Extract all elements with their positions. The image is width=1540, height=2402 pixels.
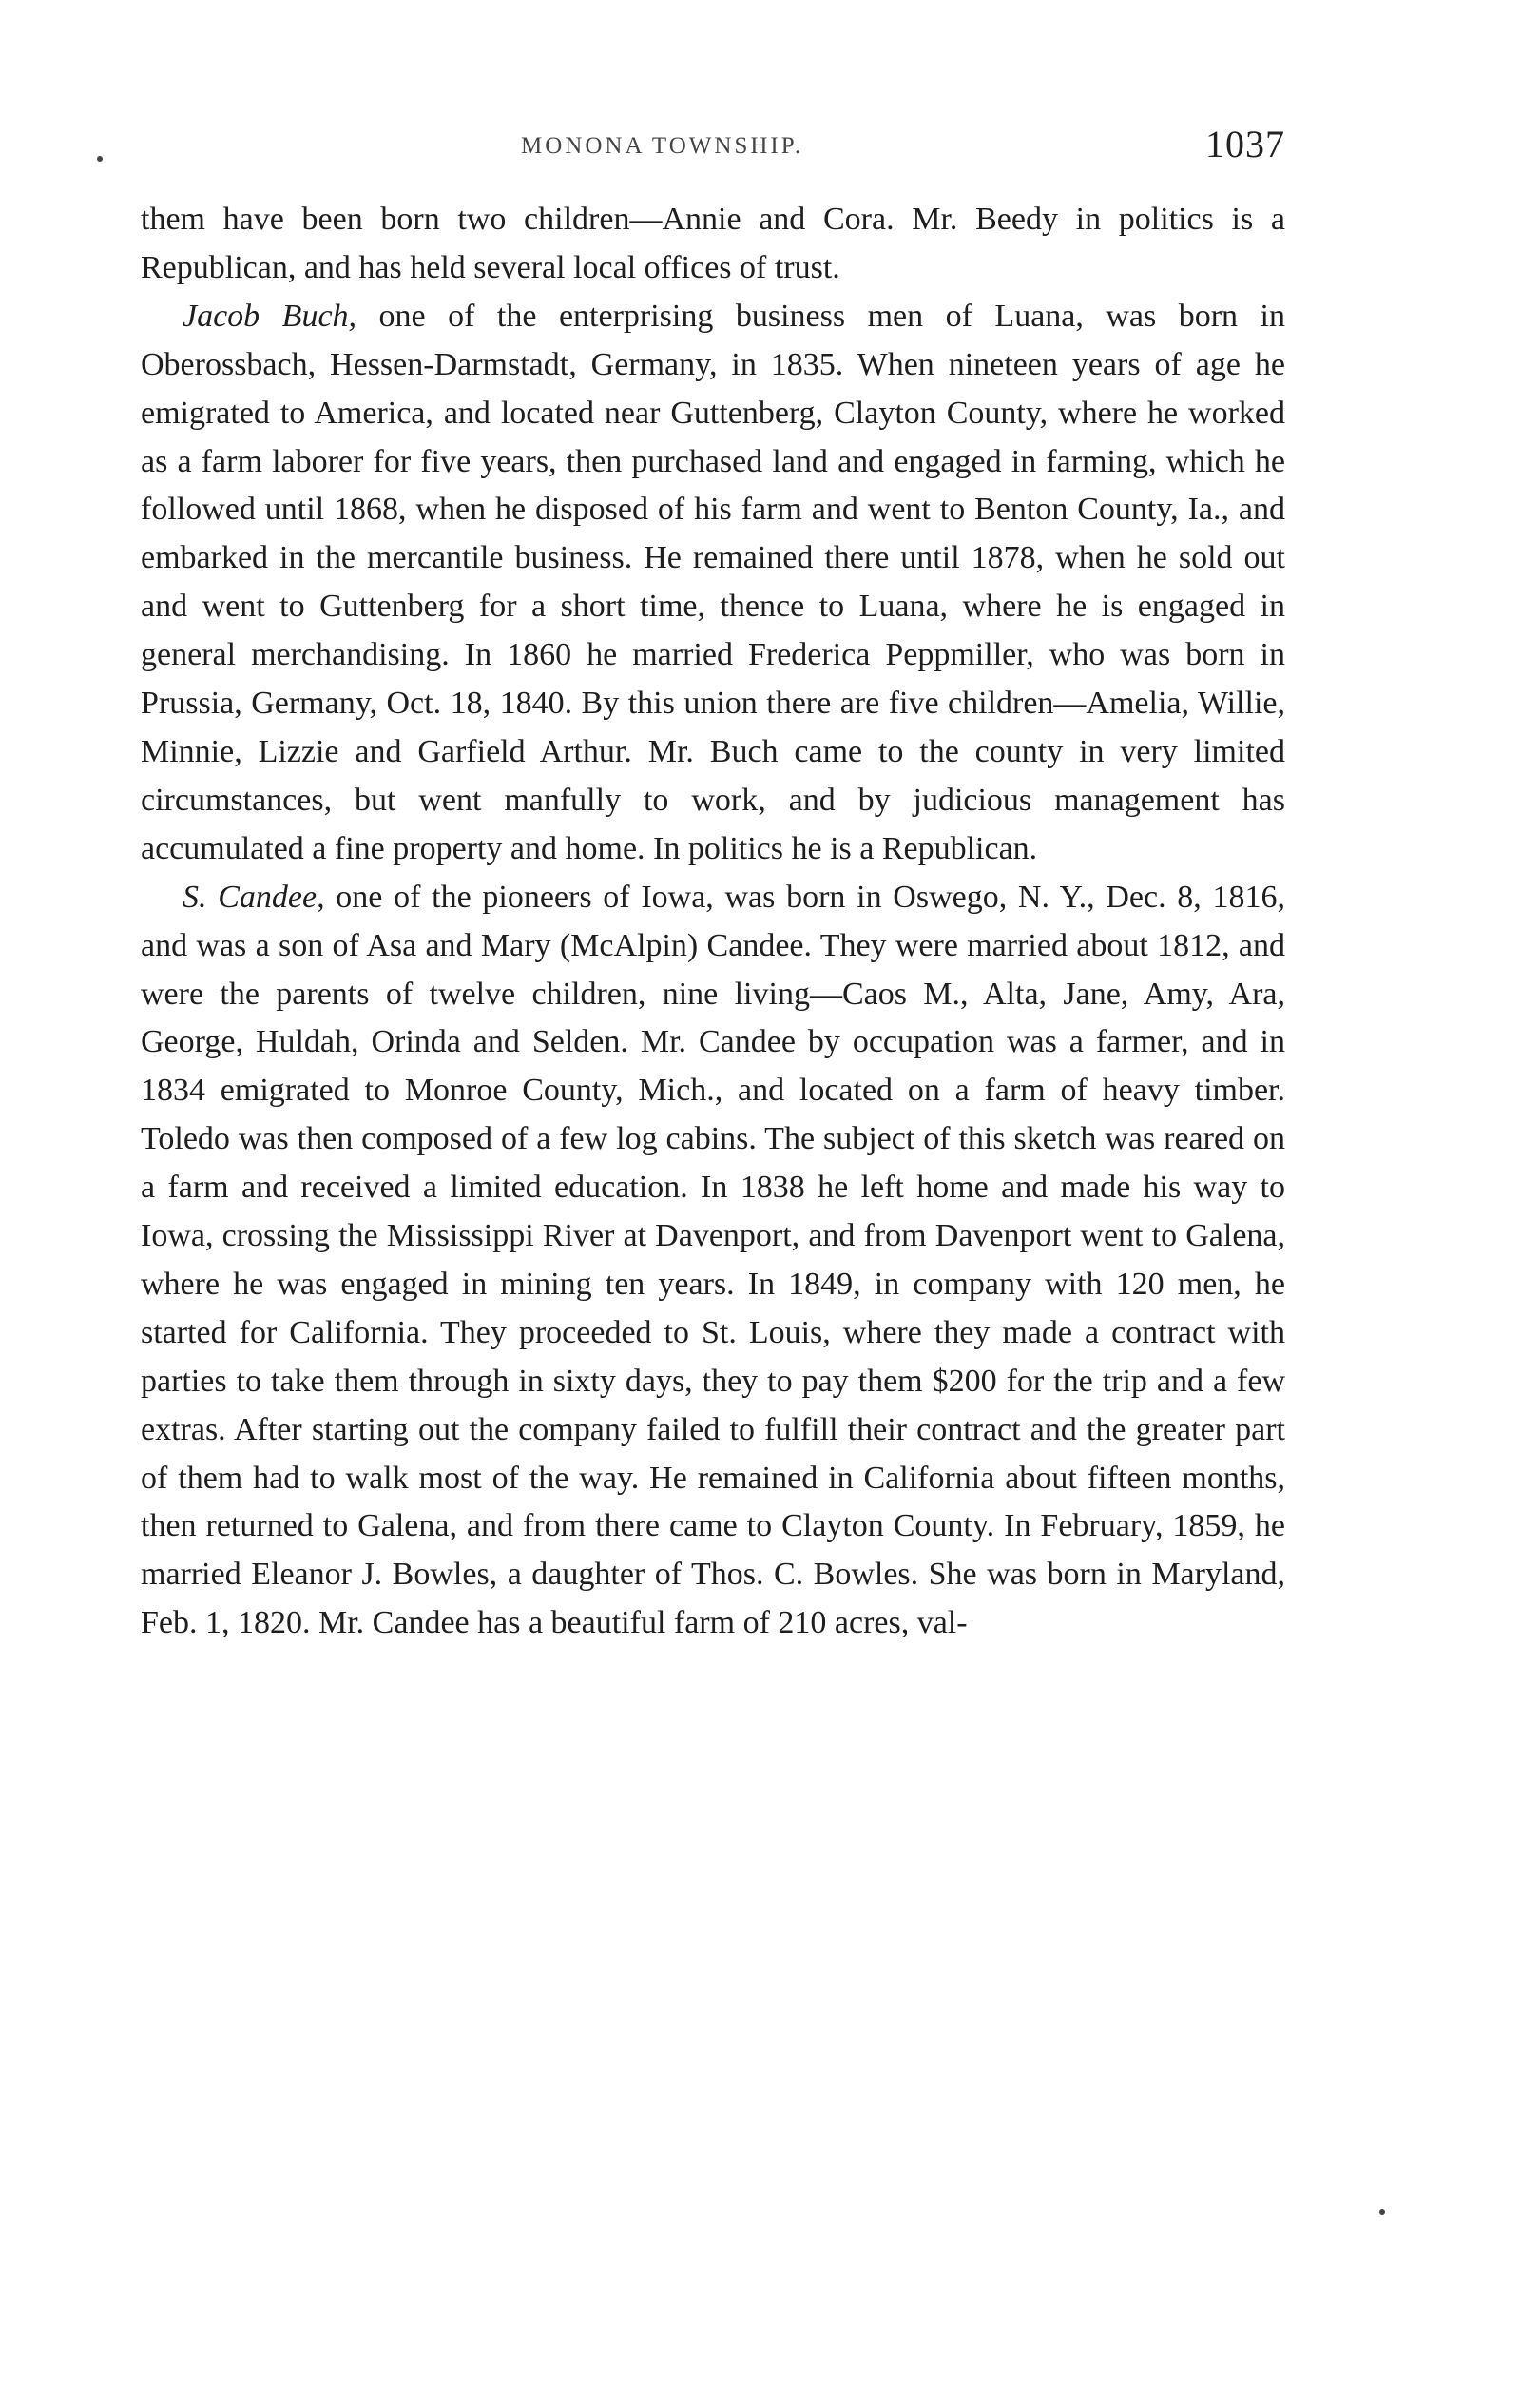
ink-speck	[97, 156, 103, 162]
running-title: MONONA TOWNSHIP.	[521, 133, 804, 159]
running-header	[141, 122, 1285, 169]
paragraph-jacob-buch	[141, 293, 1285, 874]
subject-name: Jacob Buch,	[183, 298, 357, 334]
paragraph-text: them have been born two children—Annie and Cora. Mr. Beedy in politics is a Republican, and has held several local offices of trust.	[141, 202, 1285, 285]
paragraph-text: one of the enterprising business men of Luana, was born in Oberossbach, Hessen-Darmstadt, Germany, in 1835. When nineteen years of age he emigrated to America, and located near Guttenberg, Clayton County, where he worked as a farm laborer for five years, then purchased land and engaged in farming, which he followed until 1868, when he disposed of his farm and went to Benton County, Ia., and embarked in the mercantile business. He remained there until 1878, when he sold out and went to Guttenberg for a short time, thence to Luana, where he is engaged in general merchandising. In 1860 he married Frederica Peppmiller, who was born in Prussia, Germany, Oct. 18, 1840. By this union there are five children—Amelia, Willie, Minnie, Lizzie and Garfield Arthur. Mr. Buch came to the county in very limited circumstances, but went manfully to work, and by judicious management has accumulated a fine property and home. In politics he is a Republican.	[141, 298, 1285, 866]
paragraph-s-candee	[141, 874, 1285, 1649]
paragraph-text: one of the pioneers of Iowa, was born in Oswego, N. Y., Dec. 8, 1816, and was a son of Asa and Mary (McAlpin) Candee. They were married about 1812, and were the parents of twelve children, nine living—Caos M., Alta, Jane, Amy, Ara, George, Huldah, Orinda and Selden. Mr. Candee by occupation was a farmer, and in 1834 emigrated to Monroe County, Mich., and located on a farm of heavy timber. Toledo was then composed of a few log cabins. The subject of this sketch was reared on a farm and received a limited education. In 1838 he left home and made his way to Iowa, crossing the Mississippi River at Davenport, and from Davenport went to Galena, where he was engaged in mining ten years. In 1849, in company with 120 men, he started for California. They proceeded to St. Louis, where they made a contract with parties to take them through in sixty days, they to pay them $200 for the trip and a few extras. After starting out the company failed to fulfill their contract and the greater part of them had to walk most of the way. He remained in California about fifteen months, then returned to Galena, and from there came to Clayton County. In February, 1859, he married Eleanor J. Bowles, a daughter of Thos. C. Bowles. She was born in Maryland, Feb. 1, 1820. Mr. Candee has a beautiful farm of 210 acres, val-	[141, 879, 1285, 1641]
subject-name: S. Candee,	[183, 879, 325, 915]
body-text	[141, 196, 1285, 1648]
paragraph-beedy-continued	[141, 196, 1285, 293]
ink-speck	[1379, 2209, 1385, 2215]
page-number: 1037	[1205, 123, 1285, 165]
